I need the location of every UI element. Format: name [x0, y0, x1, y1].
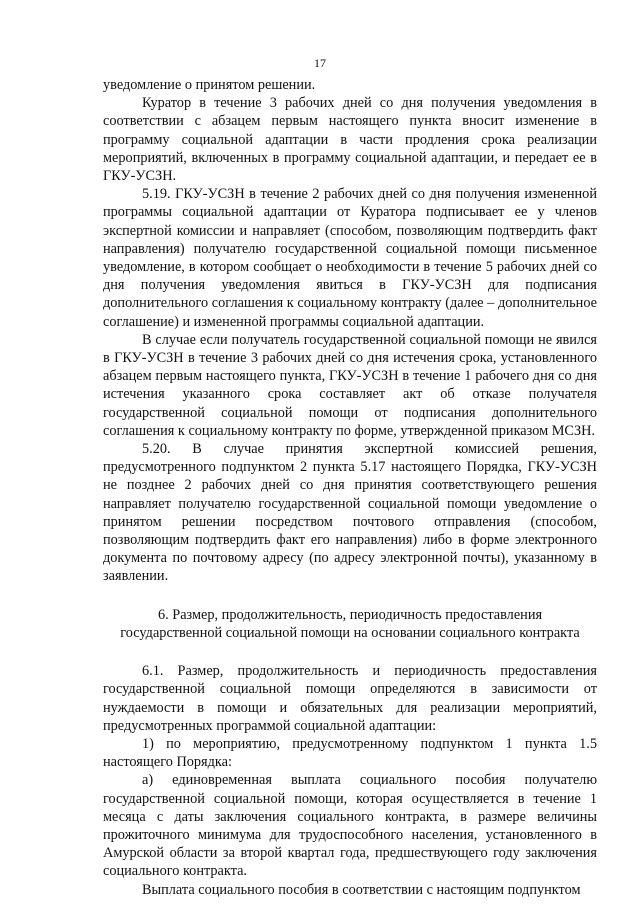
section-heading-line: государственной социальной помощи на основании социального контракта	[120, 624, 580, 641]
page-number: 17	[314, 56, 326, 70]
paragraph: 5.20. В случае принятия экспертной комиссией решения, предусмотренного подпунктом 2 пункта 5.17 настоящего Порядка, ГКУ-УСЗН не позднее 2 рабочих дней со дня принятия соответствующего решения направляет получателю государственной социальной помощи уведомление о принятом решении посредством почтового отправления (способом, позволяющим подтвердить факт его направления) либо в форме электронного документа по почтовому адресу (по адресу электронной почты), указанному в заявлении.	[103, 441, 597, 585]
paragraph: 5.19. ГКУ-УСЗН в течение 2 рабочих дней со дня получения измененной программы социальной адаптации от Куратора подписывает ее у членов экспертной комиссии и направляет (способом, позволяющим подтвердить факт направления) получателю государственной социальной помощи письменное уведомление, в котором сообщает о необходимости в течение 5 рабочих дней со дня получения уведомления явиться в ГКУ-УСЗН для подписания дополнительного соглашения к социальному контракту (далее – дополнительное соглашение) и измененной программы социальной адаптации.	[103, 186, 597, 330]
paragraph: а) единовременная выплата социального пособия получателю государственной социальной помощи, которая осуществляется в течение 1 месяца с даты заключения социального контракта, в размере величины прожиточного минимума для трудоспособного населения, установленного в Амурской области за второй квартал года, предшествующего году заключения социального контракта.	[103, 772, 597, 880]
paragraph: Выплата социального пособия в соответствии с настоящим подпунктом	[142, 881, 581, 898]
paragraph: Куратор в течение 3 рабочих дней со дня получения уведомления в соответствии с абзацем первым настоящего пункта вносит изменение в программу социальной адаптации в части продления срока реализации мероприятий, включенных в программу социальной адаптации, и передает ее в ГКУ-УСЗН.	[103, 95, 597, 185]
section-heading	[103, 606, 597, 642]
paragraph: В случае если получатель государственной социальной помощи не явился в ГКУ-УСЗН в течение 3 рабочих дней со дня истечения срока, установленного абзацем первым настоящего пункта, ГКУ-УСЗН в течение 1 рабочего дня со дня истечения указанного срока составляет акт об отказе получателя государственной социальной помощи от подписания дополнительного соглашения к социальному контракту по форме, утвержденной приказом МСЗН.	[103, 331, 597, 439]
paragraph: уведомление о принятом решении.	[103, 77, 316, 93]
section-heading-line: 6. Размер, продолжительность, периодичность предоставления	[157, 606, 543, 623]
paragraph: 6.1. Размер, продолжительность и периодичность предоставления государственной социальной помощи определяются в зависимости от нуждаемости в помощи и обязательных для реализации мероприятий, предусмотренных программой социальной адаптации:	[103, 663, 597, 734]
document-body	[103, 76, 597, 899]
paragraph: 1) по мероприятию, предусмотренному подпунктом 1 пункта 1.5 настоящего Порядка:	[103, 735, 597, 771]
